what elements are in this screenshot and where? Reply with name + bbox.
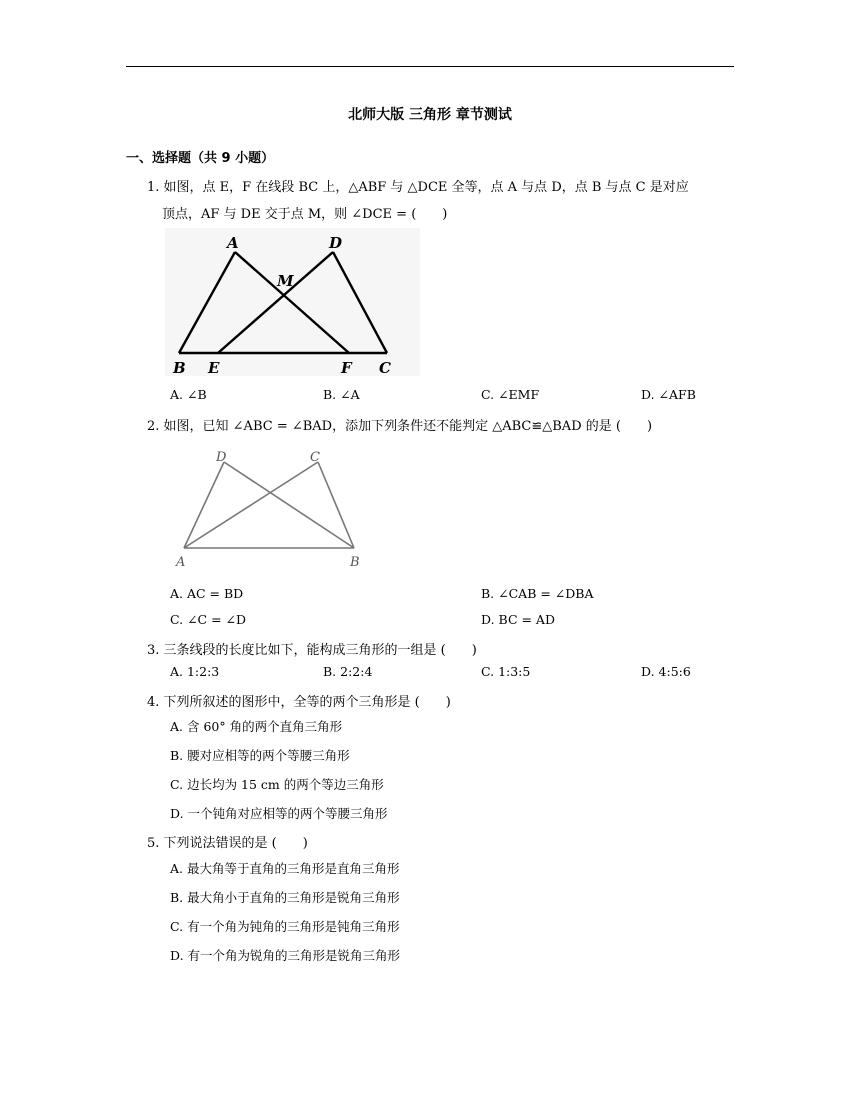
q4-option-a[interactable]: A. 含 60° 角的两个直角三角形 [170,719,343,734]
q5-option-c[interactable]: C. 有一个角为钝角的三角形是钝角三角形 [170,919,400,934]
q3-option-d[interactable]: D. 4:5:6 [641,664,691,679]
figure-label: C [379,359,391,377]
q4-option-d[interactable]: D. 一个钝角对应相等的两个等腰三角形 [170,806,388,821]
question-3-text: 3. 三条线段的长度比如下，能构成三角形的一组是 ( ) [147,643,477,658]
figure-label: A [227,234,239,252]
q3-option-a[interactable]: A. 1:2:3 [170,664,220,679]
question-4-text: 4. 下列所叙述的图形中，全等的两个三角形是 ( ) [147,695,451,710]
figure-label: D [216,450,227,465]
q1-option-d[interactable]: D. ∠AFB [641,387,696,402]
page-title: 北师大版 三角形 章节测试 [348,107,512,123]
figure-label: D [329,234,343,252]
question-5-text: 5. 下列说法错误的是 ( ) [147,836,308,851]
question-1-figure [165,228,425,378]
figure-label: M [277,272,294,290]
q1-option-a[interactable]: A. ∠B [170,387,207,402]
question-2-text: 2. 如图，已知 ∠ABC = ∠BAD，添加下列条件还不能判定 △ABC≌△BAD 的是 ( ) [147,419,653,434]
q5-option-d[interactable]: D. 有一个角为锐角的三角形是锐角三角形 [170,948,401,963]
figure-label: F [341,359,352,377]
q3-option-c[interactable]: C. 1:3:5 [481,664,531,679]
header-rule [126,66,734,67]
q1-option-c[interactable]: C. ∠EMF [481,387,540,402]
figure-label: B [350,555,360,570]
q5-option-a[interactable]: A. 最大角等于直角的三角形是直角三角形 [170,861,400,876]
q2-option-a[interactable]: A. AC = BD [170,586,244,601]
q3-option-b[interactable]: B. 2:2:4 [323,664,373,679]
q4-option-b[interactable]: B. 腰对应相等的两个等腰三角形 [170,748,350,763]
q1-option-b[interactable]: B. ∠A [323,387,360,402]
figure-label: E [208,359,220,377]
q2-option-b[interactable]: B. ∠CAB = ∠DBA [481,586,594,601]
q2-option-d[interactable]: D. BC = AD [481,612,555,627]
question-1-line-2: 顶点，AF 与 DE 交于点 M，则 ∠DCE = ( ) [162,207,448,222]
figure-label: B [173,359,186,377]
q5-option-b[interactable]: B. 最大角小于直角的三角形是锐角三角形 [170,890,400,905]
question-1-line-1: 1. 如图，点 E，F 在线段 BC 上，△ABF 与 △DCE 全等，点 A 与点 D，点 B 与点 C 是对应 [147,180,689,195]
figure-label: A [176,555,186,570]
figure-label: C [310,450,320,465]
q4-option-c[interactable]: C. 边长均为 15 cm 的两个等边三角形 [170,777,384,792]
question-2-figure [170,445,370,570]
q2-option-c[interactable]: C. ∠C = ∠D [170,612,247,627]
section-heading: 一、选择题（共 9 小题） [126,151,275,166]
